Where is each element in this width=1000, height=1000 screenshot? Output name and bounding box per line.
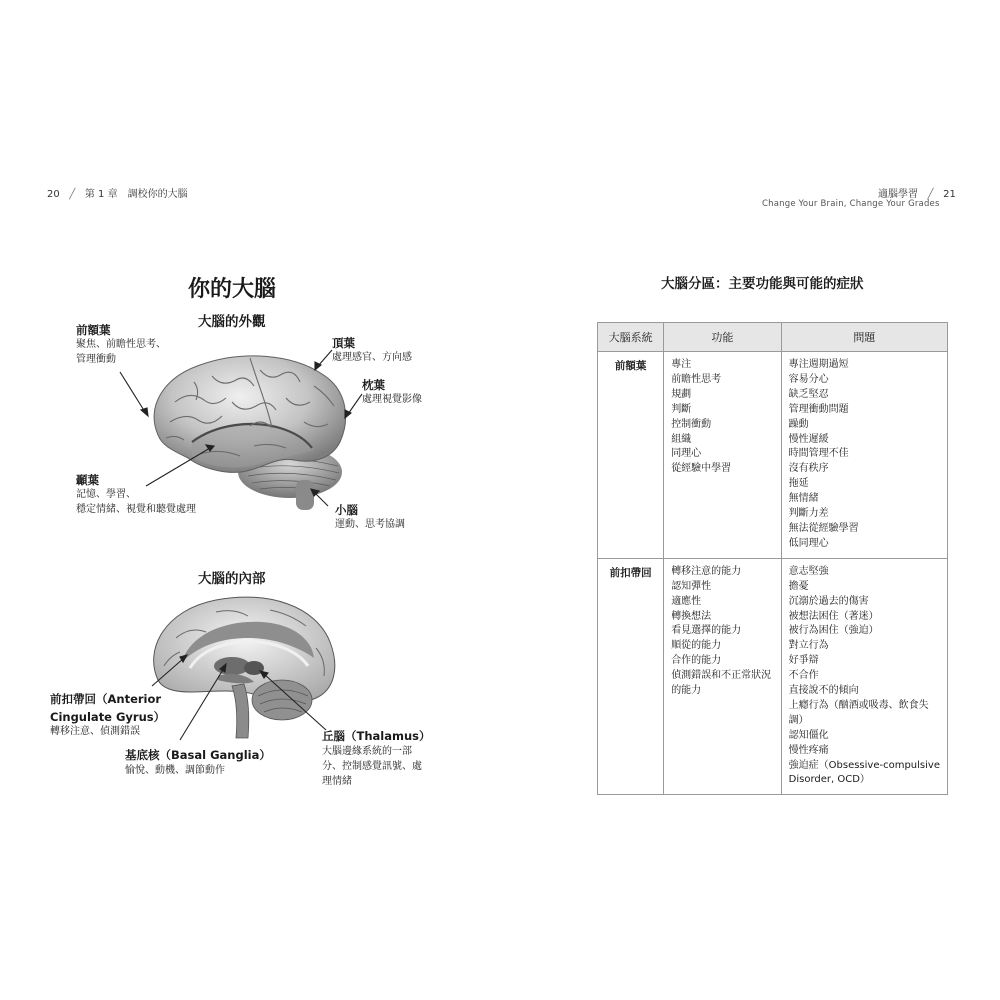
problem-item: 拖延 bbox=[788, 478, 809, 490]
problem-item: 無法從經驗學習 bbox=[788, 522, 859, 534]
acg-desc: 轉移注意、偵測錯誤 bbox=[50, 726, 140, 737]
problem-item: Disorder, OCD） bbox=[788, 774, 870, 786]
cerebellum-desc: 運動、思考協調 bbox=[335, 519, 405, 530]
header-problems: 問題 bbox=[781, 323, 947, 352]
function-item: 的能力 bbox=[671, 685, 702, 697]
problem-item: 直接說不的傾向 bbox=[788, 685, 859, 697]
header-function: 功能 bbox=[664, 323, 781, 352]
table-header-row bbox=[598, 323, 948, 352]
problem-item: 強迫症（Obsessive-compulsive bbox=[788, 759, 940, 771]
acg-title: 前扣帶回（Anterior Cingulate Gyrus） bbox=[50, 692, 166, 724]
brain-function-table bbox=[597, 322, 948, 795]
function-item: 規劃 bbox=[671, 388, 692, 400]
function-item: 判斷 bbox=[671, 403, 692, 415]
thalamus-desc: 大腦邊緣系統的一部 分、控制感覺訊號、處 理情緒 bbox=[322, 746, 422, 787]
problem-item: 無情緒 bbox=[788, 493, 819, 505]
problem-item: 被想法困住（著迷） bbox=[788, 610, 879, 622]
header-divider: ╱ bbox=[62, 189, 82, 200]
problem-item: 不合作 bbox=[788, 670, 819, 682]
function-item: 專注 bbox=[671, 359, 692, 370]
occipital-lobe-desc: 處理視覺影像 bbox=[362, 394, 422, 405]
functions-cell bbox=[664, 558, 781, 795]
system-cell: 前額葉 bbox=[598, 352, 664, 559]
function-item: 看見選擇的能力 bbox=[671, 625, 742, 637]
system-cell: 前扣帶回 bbox=[598, 558, 664, 795]
interior-heading: 大腦的內部 bbox=[198, 571, 266, 587]
function-item: 前瞻性思考 bbox=[671, 373, 722, 385]
header-system: 大腦系統 bbox=[598, 323, 664, 352]
temporal-lobe-title: 顳葉 bbox=[76, 473, 99, 487]
problem-item: 容易分心 bbox=[788, 373, 829, 385]
table-row bbox=[598, 352, 948, 559]
problem-item: 管理衝動問題 bbox=[788, 403, 849, 415]
brain-interior-illustration bbox=[130, 588, 370, 748]
problem-item: 低同理心 bbox=[788, 537, 829, 549]
function-item: 組織 bbox=[671, 433, 692, 445]
function-item: 適應性 bbox=[671, 595, 702, 607]
function-item: 認知彈性 bbox=[671, 580, 712, 592]
right-running-header bbox=[878, 185, 956, 200]
problems-cell bbox=[781, 352, 947, 559]
problem-item: 缺乏堅忍 bbox=[788, 388, 829, 400]
right-book-title: 適腦學習 bbox=[878, 189, 918, 200]
problem-item: 擔憂 bbox=[788, 580, 809, 592]
table-row bbox=[598, 558, 948, 795]
left-chapter-title: 第 1 章 調校你的大腦 bbox=[84, 189, 188, 200]
function-item: 控制衝動 bbox=[671, 418, 712, 430]
problem-item: 被行為困住（強迫） bbox=[788, 625, 879, 637]
right-page-number: 21 bbox=[943, 189, 956, 200]
problem-item: 躁動 bbox=[788, 418, 809, 430]
problem-item: 調） bbox=[788, 714, 809, 726]
function-item: 偵測錯誤和不正常狀況 bbox=[671, 670, 772, 682]
problem-item: 意志堅強 bbox=[788, 565, 829, 577]
header-divider: ╱ bbox=[921, 189, 940, 200]
problem-item: 慢性遲緩 bbox=[788, 433, 829, 445]
problem-item: 沉溺於過去的傷害 bbox=[788, 595, 869, 607]
parietal-lobe-desc: 處理感官、方向感 bbox=[332, 352, 412, 363]
function-item: 從經驗中學習 bbox=[671, 463, 732, 475]
problem-item: 好爭辯 bbox=[788, 655, 819, 667]
page-title: 你的大腦 bbox=[188, 277, 277, 302]
problem-item: 慢性疼痛 bbox=[788, 744, 829, 756]
problem-item: 對立行為 bbox=[788, 640, 829, 652]
frontal-lobe-title: 前額葉 bbox=[76, 323, 111, 337]
problem-item: 認知僵化 bbox=[788, 729, 829, 741]
thalamus-title: 丘腦（Thalamus） bbox=[322, 729, 431, 743]
problem-item: 時間管理不佳 bbox=[788, 448, 849, 460]
problem-item: 判斷力差 bbox=[788, 508, 829, 520]
problem-item: 上癮行為（酗酒或吸毒、飲食失 bbox=[788, 699, 929, 711]
basal-ganglia-title: 基底核（Basal Ganglia） bbox=[125, 748, 271, 762]
exterior-heading: 大腦的外觀 bbox=[198, 314, 266, 330]
temporal-lobe-desc: 記憶、學習、 穩定情緒、視覺和聽覺處理 bbox=[76, 489, 196, 515]
function-item: 合作的能力 bbox=[671, 655, 722, 667]
basal-ganglia-desc: 愉悅、動機、調節動作 bbox=[125, 765, 225, 776]
frontal-lobe-desc: 聚焦、前瞻性思考、 管理衝動 bbox=[76, 339, 166, 365]
problem-item: 沒有秩序 bbox=[788, 463, 829, 475]
cerebellum-title: 小腦 bbox=[335, 503, 358, 517]
problems-cell bbox=[781, 558, 947, 795]
function-item: 轉移注意的能力 bbox=[671, 565, 742, 577]
left-running-header bbox=[47, 185, 188, 200]
occipital-lobe-title: 枕葉 bbox=[362, 378, 385, 392]
function-item: 轉換想法 bbox=[671, 610, 712, 622]
function-item: 同理心 bbox=[671, 448, 702, 460]
functions-cell bbox=[664, 352, 781, 559]
left-page-number: 20 bbox=[47, 189, 60, 200]
function-item: 順從的能力 bbox=[671, 640, 722, 652]
problem-item: 專注週期過短 bbox=[788, 359, 849, 370]
right-subtitle: Change Your Brain, Change Your Grades bbox=[762, 199, 940, 209]
table-title: 大腦分區：主要功能與可能的症狀 bbox=[661, 276, 864, 292]
parietal-lobe-title: 頂葉 bbox=[332, 336, 355, 350]
